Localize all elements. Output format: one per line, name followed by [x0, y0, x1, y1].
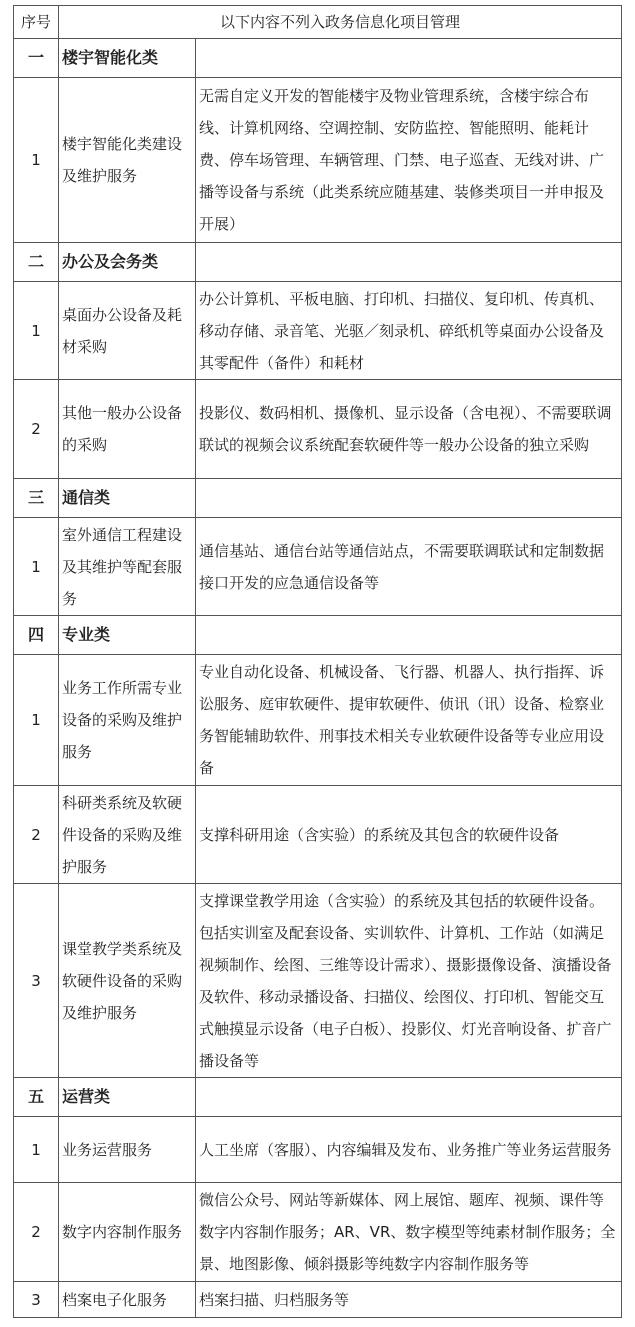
header-row [14, 6, 622, 39]
row-index: 3 [14, 884, 59, 1078]
section-blank [196, 479, 622, 518]
row-name: 桌面办公设备及耗材采购 [59, 282, 196, 380]
section-number: 五 [14, 1078, 59, 1117]
row-description: 通信基站、通信台站等通信站点，不需要联调联试和定制数据接口开发的应急通信设备等 [196, 518, 622, 616]
section-row [14, 616, 622, 655]
section-number: 四 [14, 616, 59, 655]
header-index: 序号 [14, 6, 59, 39]
section-blank [196, 616, 622, 655]
table-row [14, 884, 622, 1078]
section-title: 运营类 [59, 1078, 196, 1117]
row-name: 数字内容制作服务 [59, 1183, 196, 1282]
row-index: 1 [14, 78, 59, 243]
row-name: 室外通信工程建设及其维护等配套服务 [59, 518, 196, 616]
row-index: 2 [14, 1183, 59, 1282]
section-row [14, 243, 622, 282]
row-description: 支撑课堂教学用途（含实验）的系统及其包括的软硬件设备。包括实训室及配套设备、实训软件、计算机、工作站（如满足视频制作、绘图、三维等设计需求）、摄影摄像设备、演播设备及软件、移动录播设备、扫描仪、绘图仪、打印机、智能交互式触摸显示设备（电子白板）、投影仪、灯光音响设备、扩音广播设备等 [196, 884, 622, 1078]
table-row [14, 786, 622, 884]
section-row [14, 479, 622, 518]
table-row [14, 282, 622, 380]
section-blank [196, 243, 622, 282]
table-row [14, 1282, 622, 1318]
section-row [14, 39, 622, 78]
table-row [14, 380, 622, 479]
row-name: 其他一般办公设备的采购 [59, 380, 196, 479]
section-title: 通信类 [59, 479, 196, 518]
section-title: 专业类 [59, 616, 196, 655]
row-index: 1 [14, 655, 59, 786]
row-index: 3 [14, 1282, 59, 1318]
row-name: 课堂教学类系统及软硬件设备的采购及维护服务 [59, 884, 196, 1078]
row-name: 档案电子化服务 [59, 1282, 196, 1318]
table-row [14, 1117, 622, 1183]
row-description: 专业自动化设备、机械设备、飞行器、机器人、执行指挥、诉讼服务、庭审软硬件、提审软硬件、侦讯（讯）设备、检察业务智能辅助软件、刑事技术相关专业软硬件设备等专业应用设备 [196, 655, 622, 786]
section-number: 三 [14, 479, 59, 518]
row-description: 档案扫描、归档服务等 [196, 1282, 622, 1318]
row-description: 无需自定义开发的智能楼宇及物业管理系统，含楼宇综合布线、计算机网络、空调控制、安防监控、智能照明、能耗计费、停车场管理、车辆管理、门禁、电子巡查、无线对讲、广播等设备与系统（此类系统应随基建、装修类项目一并申报及开展） [196, 78, 622, 243]
section-title: 办公及会务类 [59, 243, 196, 282]
row-description: 支撑科研用途（含实验）的系统及其包含的软硬件设备 [196, 786, 622, 884]
table-row [14, 518, 622, 616]
table-row [14, 655, 622, 786]
row-description: 投影仪、数码相机、摄像机、显示设备（含电视）、不需要联调联试的视频会议系统配套软硬件等一般办公设备的独立采购 [196, 380, 622, 479]
section-number: 一 [14, 39, 59, 78]
row-index: 2 [14, 786, 59, 884]
row-name: 科研类系统及软硬件设备的采购及维护服务 [59, 786, 196, 884]
row-name: 楼宇智能化类建设及维护服务 [59, 78, 196, 243]
row-description: 人工坐席（客服）、内容编辑及发布、业务推广等业务运营服务 [196, 1117, 622, 1183]
section-title: 楼宇智能化类 [59, 39, 196, 78]
row-index: 1 [14, 1117, 59, 1183]
row-index: 1 [14, 282, 59, 380]
row-index: 1 [14, 518, 59, 616]
section-blank [196, 39, 622, 78]
row-index: 2 [14, 380, 59, 479]
section-number: 二 [14, 243, 59, 282]
row-description: 办公计算机、平板电脑、打印机、扫描仪、复印机、传真机、移动存储、录音笔、光驱／刻录机、碎纸机等桌面办公设备及其零配件（备件）和耗材 [196, 282, 622, 380]
row-name: 业务工作所需专业设备的采购及维护服务 [59, 655, 196, 786]
section-row [14, 1078, 622, 1117]
row-name: 业务运营服务 [59, 1117, 196, 1183]
section-blank [196, 1078, 622, 1117]
table-row [14, 1183, 622, 1282]
table-row [14, 78, 622, 243]
row-description: 微信公众号、网站等新媒体、网上展馆、题库、视频、课件等数字内容制作服务；AR、VR、数字模型等纯素材制作服务；全景、地图影像、倾斜摄影等纯数字内容制作服务等 [196, 1183, 622, 1282]
policy-table [13, 5, 622, 1318]
header-title: 以下内容不列入政务信息化项目管理 [59, 6, 622, 39]
